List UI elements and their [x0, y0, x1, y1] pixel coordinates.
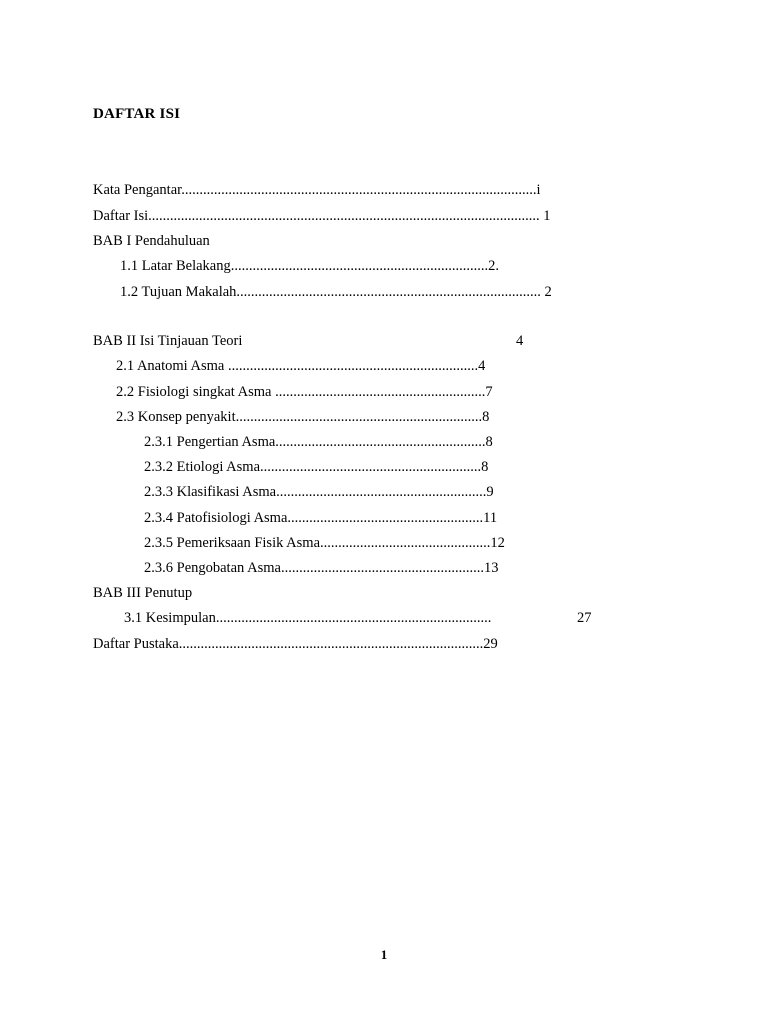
- toc-leader-dots: ......................................................: [287, 510, 484, 526]
- toc-entry-page: 12: [490, 535, 505, 551]
- toc-entry-page: 8: [482, 409, 490, 425]
- toc-entry-page: 2.: [488, 258, 499, 274]
- toc-entry-2-3-2[interactable]: [144, 458, 488, 476]
- toc-entry-text: 1.2 Tujuan Makalah: [120, 284, 237, 300]
- toc-leader-dots: .......................................................................: [230, 258, 489, 274]
- toc-leader-dots: ..................................................................................................: [181, 182, 537, 198]
- toc-entry-3-1[interactable]: [124, 609, 491, 627]
- toc-entry-page: 7: [485, 384, 493, 400]
- toc-entry-1-1[interactable]: [120, 257, 499, 275]
- toc-entry-bab-2[interactable]: [93, 332, 242, 350]
- toc-entry-page: 2: [540, 284, 552, 300]
- toc-entry-text: 2.3.3 Klasifikasi Asma: [144, 484, 277, 500]
- toc-entry-text: 2.3.2 Etiologi Asma: [144, 459, 260, 475]
- toc-entry-page: 9: [486, 484, 494, 500]
- toc-entry-2-1[interactable]: [116, 357, 485, 375]
- toc-entry-text: 2.3.1 Pengertian Asma: [144, 434, 276, 450]
- toc-entry-bab-1[interactable]: [93, 232, 210, 250]
- toc-leader-dots: .....................................................................: [227, 358, 479, 374]
- toc-entry-text: Daftar Pustaka: [93, 636, 179, 652]
- toc-entry-text: 2.3 Konsep penyakit: [116, 409, 236, 425]
- toc-leader-dots: ............................................................................................................: [148, 208, 540, 224]
- toc-leader-dots: ....................................................................................: [236, 284, 541, 300]
- toc-leader-dots: ....................................................................................: [178, 636, 484, 652]
- toc-entry-daftar-isi[interactable]: [93, 207, 551, 225]
- toc-entry-2-3-6[interactable]: [144, 559, 498, 577]
- toc-entry-1-2[interactable]: [120, 283, 552, 301]
- toc-entry-text: 1.1 Latar Belakang: [120, 258, 231, 274]
- toc-leader-dots: ..........................................................: [275, 434, 486, 450]
- toc-entry-text: Daftar Isi: [93, 208, 149, 224]
- toc-entry-page: 11: [483, 510, 498, 526]
- toc-entry-text: 2.3.4 Patofisiologi Asma: [144, 510, 288, 526]
- toc-leader-dots: ..........................................................: [275, 384, 486, 400]
- toc-leader-dots: ..........................................................: [276, 484, 487, 500]
- toc-entry-3-1-page: 27: [577, 610, 592, 626]
- toc-entry-kata-pengantar[interactable]: [93, 181, 540, 199]
- toc-entry-text: BAB I Pendahuluan: [93, 233, 210, 249]
- toc-entry-page: 13: [483, 560, 499, 576]
- toc-leader-dots: ....................................................................: [235, 409, 483, 425]
- toc-entry-page: 8: [485, 434, 493, 450]
- toc-entry-daftar-pustaka[interactable]: [93, 635, 498, 653]
- toc-entry-text: Kata Pengantar: [93, 182, 182, 198]
- toc-entry-page: 8: [481, 459, 489, 475]
- toc-entry-text: 3.1 Kesimpulan: [124, 610, 216, 626]
- toc-entry-2-3-4[interactable]: [144, 509, 497, 527]
- toc-leader-dots: .............................................................: [260, 459, 482, 475]
- toc-entry-text: 2.1 Anatomi Asma: [116, 358, 228, 374]
- toc-entry-2-3[interactable]: [116, 408, 489, 426]
- toc-entry-page: 29: [483, 636, 498, 652]
- toc-entry-text: 2.2 Fisiologi singkat Asma: [116, 384, 276, 400]
- toc-leader-dots: ...............................................: [320, 535, 491, 551]
- toc-entry-text: 2.3.6 Pengobatan Asma: [144, 560, 281, 576]
- toc-leader-dots: ........................................................: [280, 560, 484, 576]
- toc-entry-2-3-5[interactable]: [144, 534, 505, 552]
- toc-entry-bab-2-page: 4: [516, 333, 524, 349]
- toc-leader-dots: ............................................................................: [215, 610, 492, 626]
- toc-entry-2-3-1[interactable]: [144, 433, 493, 451]
- toc-entry-text: BAB II Isi Tinjauan Teori: [93, 333, 243, 349]
- page-number: 1: [380, 947, 388, 962]
- toc-entry-page: 4: [478, 358, 486, 374]
- toc-entry-2-2[interactable]: [116, 383, 493, 401]
- toc-entry-bab-3[interactable]: [93, 584, 192, 602]
- toc-entry-text: 2.3.5 Pemeriksaan Fisik Asma: [144, 535, 321, 551]
- toc-entry-page: i: [536, 182, 541, 198]
- page-title: DAFTAR ISI: [93, 106, 181, 122]
- toc-entry-2-3-3[interactable]: [144, 483, 494, 501]
- toc-entry-text: BAB III Penutup: [93, 585, 193, 601]
- toc-entry-page: 1: [539, 208, 551, 224]
